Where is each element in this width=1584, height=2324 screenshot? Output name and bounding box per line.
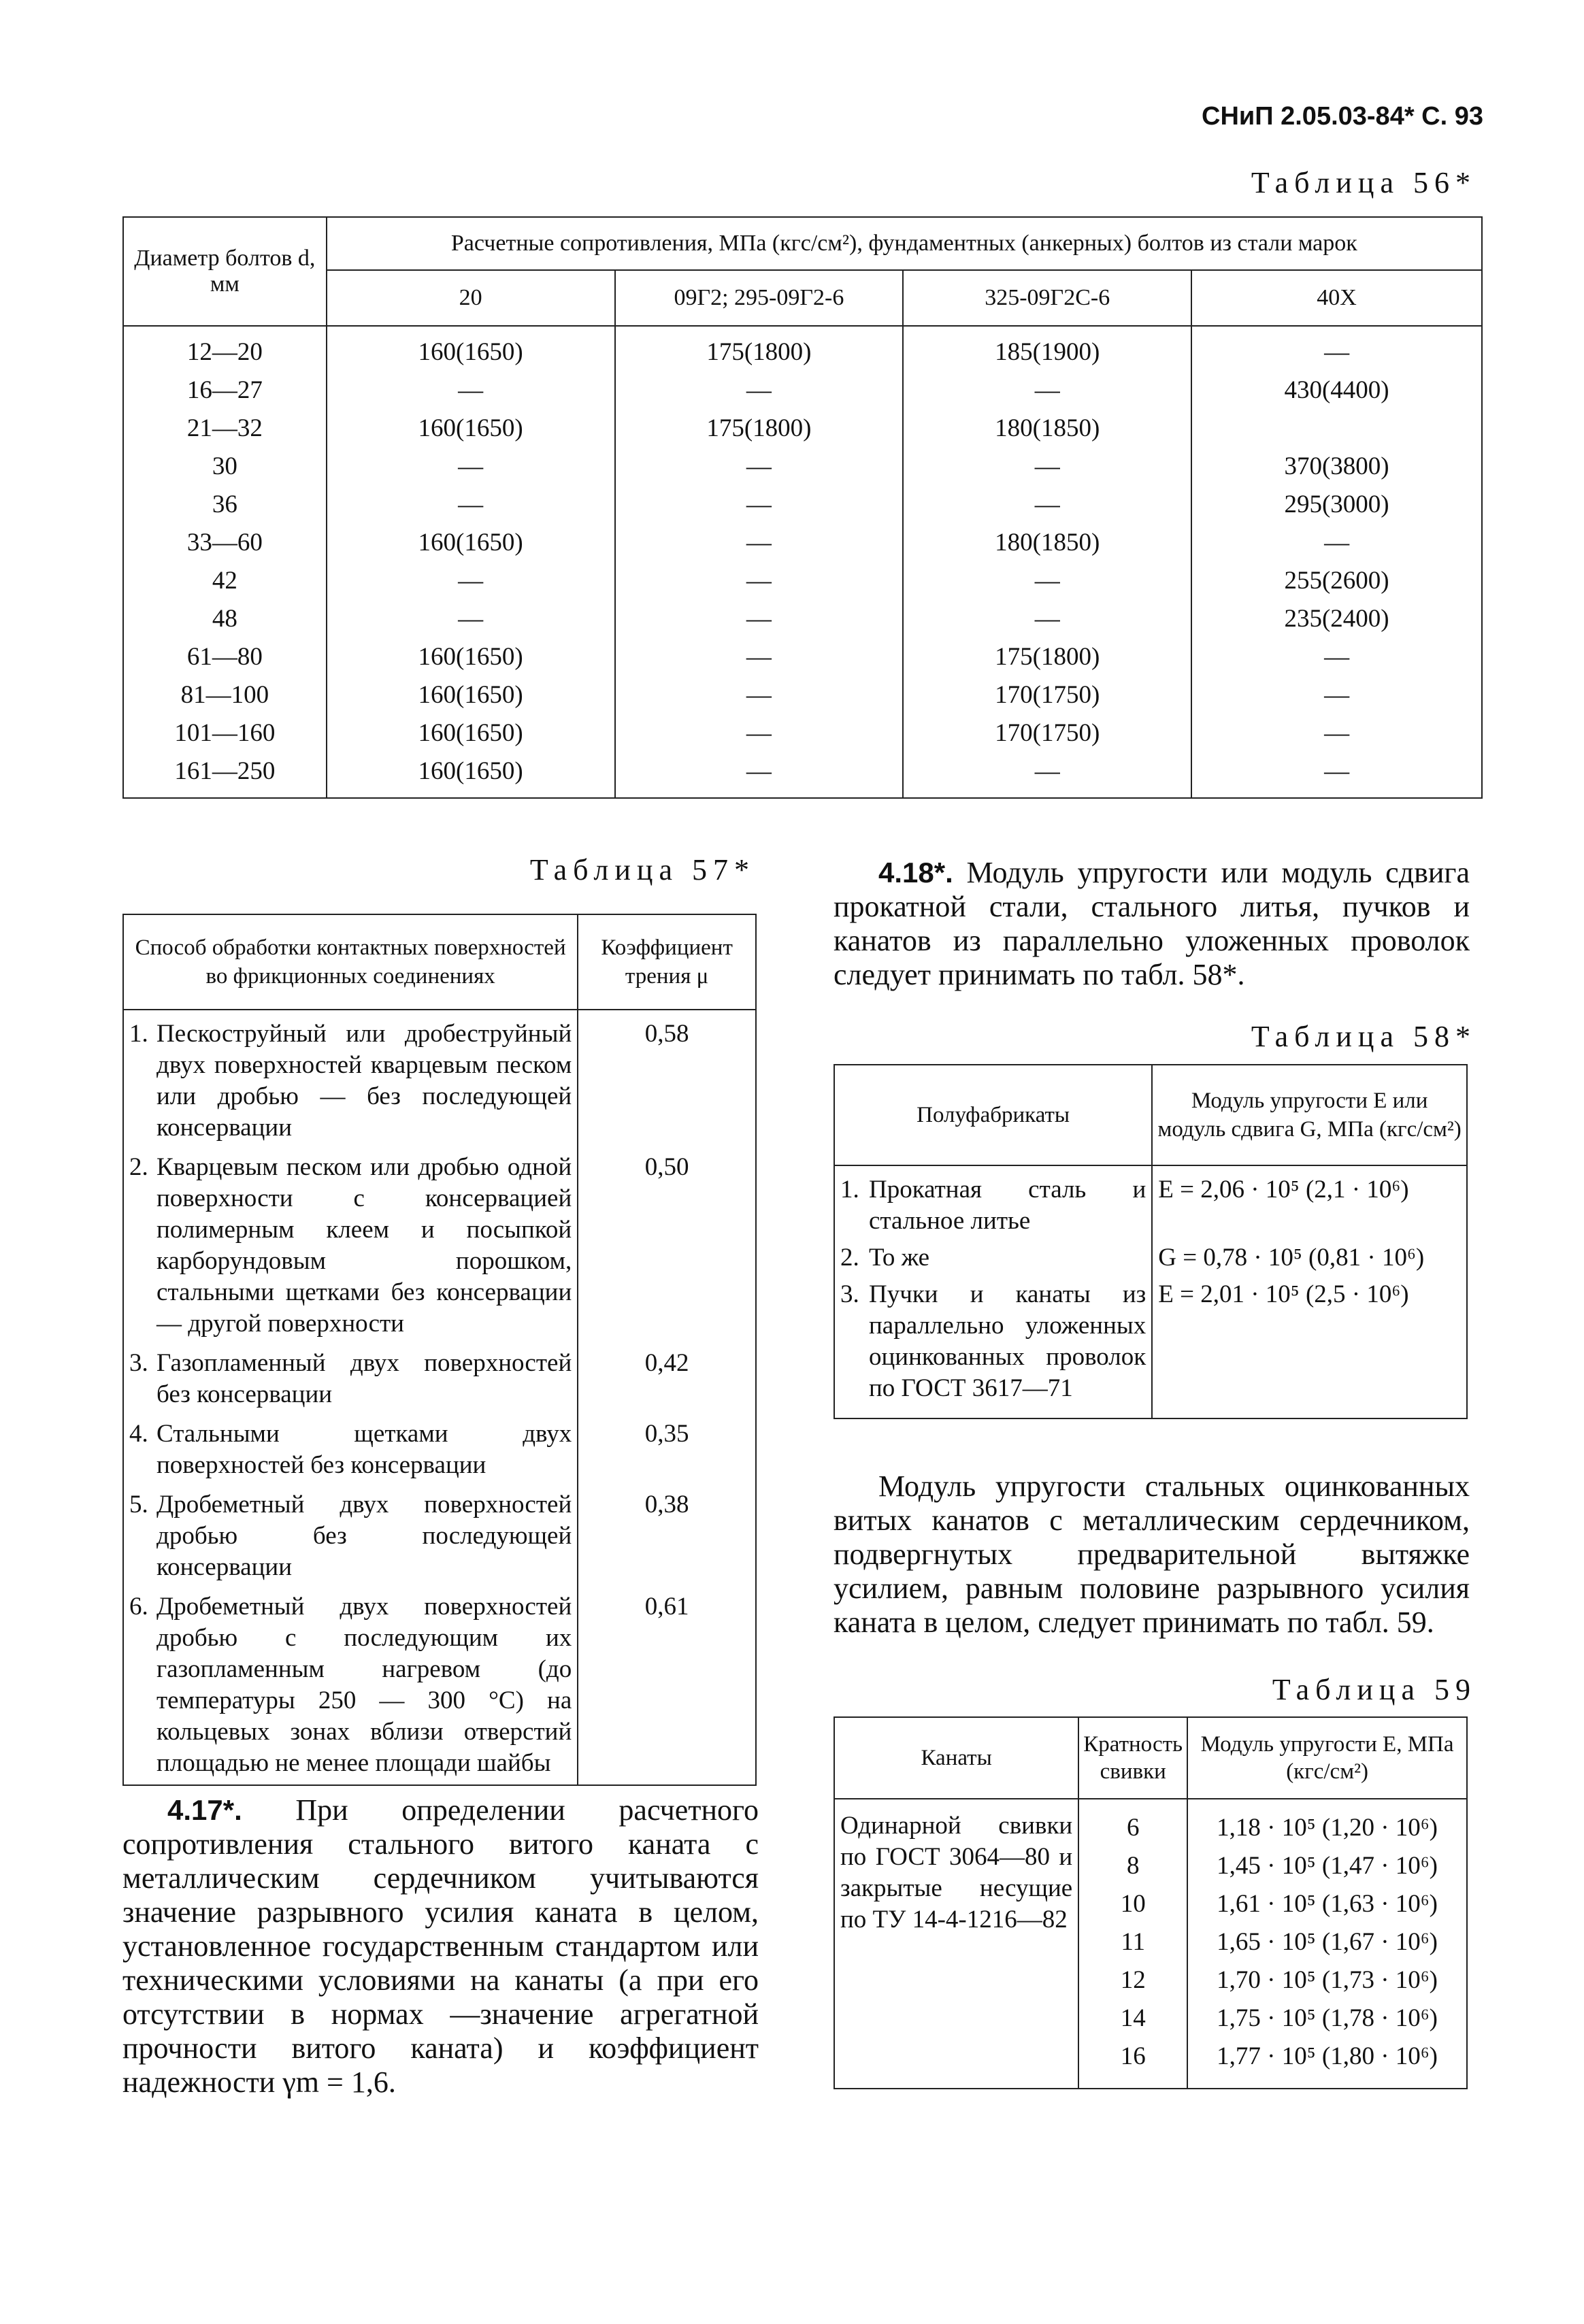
table-56-diameter-cell: 48 — [123, 600, 327, 638]
table-row — [123, 600, 1482, 638]
table-59-rope-cell: Одинарной свивки по ГОСТ 3064—80 и закрытые несущие по ТУ 14-4-1216—82 — [834, 1799, 1078, 2089]
table-56-value-cell: 170(1750) — [903, 714, 1191, 752]
table-56-diameter-cell: 12—20 — [123, 326, 327, 371]
table-row — [123, 1149, 756, 1345]
table-row — [123, 1010, 756, 1149]
table-57-method-cell — [123, 1416, 578, 1487]
table-56-diameter-cell: 33—60 — [123, 524, 327, 562]
list-item — [129, 1418, 572, 1481]
table-56-col-header: 40Х — [1191, 270, 1482, 326]
table-row — [123, 1345, 756, 1416]
table-56-value-cell: 160(1650) — [327, 638, 615, 676]
table-57-col-method: Способ обработки контактных поверхностей во фрикционных соединениях — [123, 914, 578, 1010]
table-56-value-cell: — — [1191, 326, 1482, 371]
table-59-col-modulus: Модуль упругости E, МПа (кгс/см²) — [1187, 1717, 1467, 1799]
table-56-diameter-cell: 30 — [123, 448, 327, 486]
table-59-modulus-cell: 1,75 · 10⁵ (1,78 · 10⁶) — [1187, 1999, 1467, 2038]
table-58-product-cell — [834, 1240, 1152, 1276]
table-59-col-ropes: Канаты — [834, 1717, 1078, 1799]
table-57-friction-cell: 0,58 — [578, 1010, 756, 1149]
table-59-modulus-cell: 1,61 · 10⁵ (1,63 · 10⁶) — [1187, 1885, 1467, 1923]
table-56-value-cell: 160(1650) — [327, 410, 615, 448]
table-row — [834, 1165, 1467, 1240]
item-number: 2. — [129, 1153, 148, 1181]
list-item — [840, 1174, 1146, 1237]
table-row — [123, 448, 1482, 486]
table-59-caption: Таблица 59 — [1272, 1673, 1476, 1706]
list-item — [840, 1279, 1146, 1404]
table-56-value-cell: — — [615, 448, 904, 486]
table-56-diameter-cell: 36 — [123, 486, 327, 524]
paragraph-rope-modulus: Модуль упругости стальных оцинкованных витых канатов с металлическим сердечником, подвергнутых предварительной вытяжке усилием, равным половине разрывного усилия каната в целом, следует принимать по табл. 59. — [834, 1470, 1470, 1639]
table-56-value-cell: 185(1900) — [903, 326, 1191, 371]
item-text: Пучки и канаты из параллельно уложенных оцинкованных проволок по ГОСТ 3617—71 — [869, 1280, 1146, 1402]
table-59-modulus-cell: 1,45 · 10⁵ (1,47 · 10⁶) — [1187, 1847, 1467, 1885]
table-56-value-cell: 175(1800) — [903, 638, 1191, 676]
table-row — [123, 410, 1482, 448]
table-row — [123, 1487, 756, 1589]
table-56-value-cell: — — [615, 752, 904, 798]
table-57-method-cell — [123, 1149, 578, 1345]
table-56-value-cell: — — [1191, 638, 1482, 676]
table-57-method-cell — [123, 1589, 578, 1785]
table-59-modulus-cell: 1,70 · 10⁵ (1,73 · 10⁶) — [1187, 1961, 1467, 1999]
table-56-col-diameter: Диаметр болтов d, мм — [123, 217, 327, 326]
table-57-method-cell — [123, 1010, 578, 1149]
table-56-span-header: Расчетные сопротивления, МПа (кгс/см²), фундаментных (анкерных) болтов из стали марок — [327, 217, 1482, 270]
table-56-value-cell: — — [615, 486, 904, 524]
list-item — [129, 1591, 572, 1779]
table-row — [123, 524, 1482, 562]
table-56 — [122, 216, 1483, 799]
table-row — [834, 1799, 1467, 1847]
item-number: 2. — [840, 1244, 859, 1272]
table-59-lay-cell: 6 — [1078, 1799, 1187, 1847]
table-56-value-cell: — — [903, 752, 1191, 798]
table-56-value-cell: — — [615, 524, 904, 562]
table-58-modulus-cell: E = 2,01 · 10⁵ (2,5 · 10⁶) — [1152, 1276, 1467, 1418]
table-56-value-cell: — — [1191, 524, 1482, 562]
table-56-value-cell: 430(4400) — [1191, 371, 1482, 410]
table-56-value-cell: — — [327, 486, 615, 524]
table-58-modulus-cell: G = 0,78 · 10⁵ (0,81 · 10⁶) — [1152, 1240, 1467, 1276]
table-56-value-cell: 370(3800) — [1191, 448, 1482, 486]
table-57-col-friction: Коэффициент трения μ — [578, 914, 756, 1010]
paragraph-4-17-number: 4.17*. — [167, 1794, 242, 1826]
item-text: Стальными щетками двух поверхностей без консервации — [156, 1420, 572, 1479]
table-59-lay-cell: 12 — [1078, 1961, 1187, 1999]
table-57-friction-cell: 0,35 — [578, 1416, 756, 1487]
list-item — [840, 1242, 1146, 1274]
table-57-friction-cell: 0,61 — [578, 1589, 756, 1785]
table-56-value-cell: 170(1750) — [903, 676, 1191, 714]
table-59-lay-cell: 10 — [1078, 1885, 1187, 1923]
table-59-col-lay: Кратность свивки — [1078, 1717, 1187, 1799]
table-56-value-cell: — — [615, 676, 904, 714]
table-59-modulus-cell: 1,18 · 10⁵ (1,20 · 10⁶) — [1187, 1799, 1467, 1847]
table-56-value-cell: — — [327, 371, 615, 410]
list-item — [129, 1018, 572, 1144]
table-56-caption: Таблица 56* — [1251, 166, 1476, 199]
item-number: 3. — [129, 1349, 148, 1377]
table-56-value-cell: 160(1650) — [327, 524, 615, 562]
table-56-value-cell: — — [1191, 714, 1482, 752]
table-56-col-header: 325-09Г2С-6 — [903, 270, 1191, 326]
table-56-value-cell: 160(1650) — [327, 752, 615, 798]
table-56-value-cell: — — [1191, 676, 1482, 714]
table-59-lay-cell: 11 — [1078, 1923, 1187, 1961]
table-56-value-cell: — — [903, 371, 1191, 410]
item-number: 3. — [840, 1280, 859, 1308]
table-row — [834, 1240, 1467, 1276]
table-57 — [122, 914, 757, 1786]
item-number: 1. — [840, 1176, 859, 1204]
item-text: То же — [869, 1244, 930, 1272]
table-58-modulus-cell: E = 2,06 · 10⁵ (2,1 · 10⁶) — [1152, 1165, 1467, 1240]
table-row — [123, 1416, 756, 1487]
table-59-modulus-cell: 1,65 · 10⁵ (1,67 · 10⁶) — [1187, 1923, 1467, 1961]
table-row — [123, 371, 1482, 410]
table-59-modulus-cell: 1,77 · 10⁵ (1,80 · 10⁶) — [1187, 2038, 1467, 2089]
table-56-diameter-cell: 101—160 — [123, 714, 327, 752]
table-56-value-cell: — — [615, 371, 904, 410]
table-56-value-cell: — — [903, 448, 1191, 486]
table-row — [123, 326, 1482, 371]
table-56-diameter-cell: 161—250 — [123, 752, 327, 798]
table-57-method-cell — [123, 1345, 578, 1416]
paragraph-4-18-number: 4.18*. — [878, 857, 953, 889]
table-57-caption: Таблица 57* — [529, 853, 755, 886]
table-56-value-cell: — — [327, 562, 615, 600]
table-56-value-cell: 160(1650) — [327, 326, 615, 371]
item-text: Дробеметный двух поверхностей дробью без последующей консервации — [156, 1491, 572, 1581]
item-text: Пескоструйный или дробеструйный двух поверхностей кварцевым песком или дробью — без последующей консервации — [156, 1020, 572, 1142]
table-57-friction-cell: 0,50 — [578, 1149, 756, 1345]
table-58-col-product: Полуфабрикаты — [834, 1065, 1152, 1165]
table-row — [123, 562, 1482, 600]
table-row — [123, 638, 1482, 676]
table-56-value-cell: 180(1850) — [903, 410, 1191, 448]
table-row — [834, 1276, 1467, 1418]
table-59-lay-cell: 14 — [1078, 1999, 1187, 2038]
item-text: Прокатная сталь и стальное литье — [869, 1176, 1146, 1235]
table-56-value-cell: — — [327, 600, 615, 638]
table-row — [123, 714, 1482, 752]
paragraph-4-18 — [834, 856, 1470, 992]
item-number: 1. — [129, 1020, 148, 1048]
list-item — [129, 1152, 572, 1340]
table-row — [123, 676, 1482, 714]
item-text: Дробеметный двух поверхностей дробью с последующим их газопламенным нагревом (до температуры 250 — 300 °С) на кольцевых зонах вблизи отверстий площадью не менее площади шайбы — [156, 1593, 572, 1777]
paragraph-4-18-text: Модуль упругости или модуль сдвига прокатной стали, стального литья, пучков и канатов из параллельно уложенных проволок следует принимать по табл. 58*. — [834, 856, 1470, 991]
table-56-value-cell: 160(1650) — [327, 676, 615, 714]
table-59-lay-cell: 16 — [1078, 2038, 1187, 2089]
item-number: 5. — [129, 1491, 148, 1518]
table-56-diameter-cell: 42 — [123, 562, 327, 600]
item-text: Кварцевым песком или дробью одной поверхности с консервацией полимерным клеем и посыпкой карборундовым порошком, стальными щетками без консервации — другой поверхности — [156, 1153, 572, 1338]
table-56-value-cell: 235(2400) — [1191, 600, 1482, 638]
table-58-caption: Таблица 58* — [1251, 1020, 1476, 1053]
list-item — [129, 1348, 572, 1410]
list-item — [129, 1489, 572, 1583]
table-56-value-cell: — — [1191, 752, 1482, 798]
table-56-value-cell: 175(1800) — [615, 326, 904, 371]
item-text: Газопламенный двух поверхностей без консервации — [156, 1349, 572, 1408]
table-58-product-cell — [834, 1276, 1152, 1418]
table-56-diameter-cell: 61—80 — [123, 638, 327, 676]
table-58-product-cell — [834, 1165, 1152, 1240]
table-58 — [834, 1064, 1468, 1419]
table-56-value-cell: — — [615, 638, 904, 676]
table-56-diameter-cell: 16—27 — [123, 371, 327, 410]
table-56-value-cell: — — [615, 600, 904, 638]
item-number: 6. — [129, 1593, 148, 1621]
table-56-value-cell: 180(1850) — [903, 524, 1191, 562]
table-57-method-cell — [123, 1487, 578, 1589]
table-56-value-cell: — — [615, 562, 904, 600]
table-56-value-cell: 160(1650) — [327, 714, 615, 752]
table-56-value-cell: 255(2600) — [1191, 562, 1482, 600]
table-row — [123, 1589, 756, 1785]
table-59-lay-cell: 8 — [1078, 1847, 1187, 1885]
paragraph-4-17-text: При определении расчетного сопротивления стального витого каната с металлическим сердечником учитываются значение разрывного усилия каната в целом, установленное государственным стандартом или техническими условиями на канаты (а при его отсутствии в нормах —значение агрегатной прочности витого каната) и коэффициент надежности γm = 1,6. — [122, 1793, 759, 2099]
table-56-value-cell: 175(1800) — [615, 410, 904, 448]
table-56-value-cell: — — [903, 562, 1191, 600]
table-57-friction-cell: 0,42 — [578, 1345, 756, 1416]
table-56-value-cell: — — [903, 486, 1191, 524]
table-57-friction-cell: 0,38 — [578, 1487, 756, 1589]
paragraph-4-17 — [122, 1793, 759, 2099]
table-56-value-cell — [1191, 410, 1482, 448]
table-56-value-cell: — — [327, 448, 615, 486]
table-56-col-header: 20 — [327, 270, 615, 326]
table-56-value-cell: — — [615, 714, 904, 752]
table-row — [123, 752, 1482, 798]
table-56-value-cell: — — [903, 600, 1191, 638]
page-header: СНиП 2.05.03-84* С. 93 — [1202, 102, 1483, 131]
table-56-diameter-cell: 81—100 — [123, 676, 327, 714]
table-59 — [834, 1716, 1468, 2089]
table-56-value-cell: 295(3000) — [1191, 486, 1482, 524]
table-56-diameter-cell: 21—32 — [123, 410, 327, 448]
item-number: 4. — [129, 1420, 148, 1448]
table-58-col-modulus: Модуль упругости E или модуль сдвига G, МПа (кгс/см²) — [1152, 1065, 1467, 1165]
table-row — [123, 486, 1482, 524]
table-56-col-header: 09Г2; 295-09Г2-6 — [615, 270, 904, 326]
